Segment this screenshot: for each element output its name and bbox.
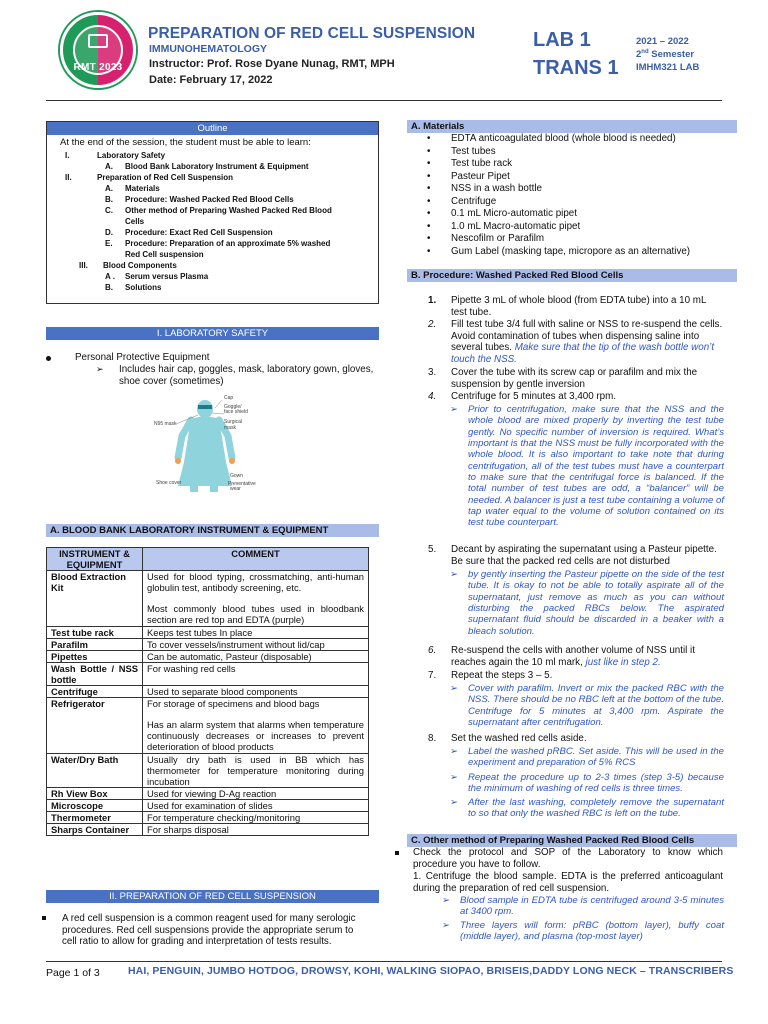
school-year: 2021 – 2022 [636, 36, 689, 47]
instrument-name: Parafilm [47, 638, 143, 650]
outline-heading: Outline [47, 122, 378, 135]
list-item: • Gum Label (masking tape, micropore as an alternative) [427, 245, 691, 257]
materials-list [428, 133, 734, 258]
instrument-comment: For storage of specimens and blood bags Has an alarm system that alarms when temperature continuously decreases or increases to prevent deterioration of blood products [143, 698, 369, 753]
semester: 2nd Semester [636, 49, 695, 61]
list-item: • Test tube rack [427, 158, 512, 170]
outline-item: III. Blood Components [79, 261, 177, 271]
instrument-name: Centrifuge [47, 686, 143, 698]
instrument-name: Pipettes [47, 650, 143, 662]
procedure-note: ➢ After the last washing, completely remove the supernatant to so that only the washed RBC is left on the tube. [450, 797, 724, 820]
bullet-icon [46, 356, 51, 361]
table-row [47, 698, 369, 753]
ppe-line-1: Includes hair cap, goggles, mask, laboratory gown, gloves, [119, 364, 374, 375]
instrument-table [46, 547, 369, 836]
header-divider [46, 100, 722, 101]
outline-list [47, 151, 378, 294]
instrument-comment: Used for examination of slides [143, 799, 369, 811]
table-row [47, 753, 369, 787]
list-item: • Centrifuge [427, 195, 497, 207]
outline-item: Red Cell suspension [125, 250, 204, 260]
table-row [47, 787, 369, 799]
figure-label: Surgical mask [224, 419, 243, 431]
instrument-comment: Used for blood typing, crossmatching, anti-human globulin test, antibody screening, etc. Most commonly blood tubes used in bloodbank section are red top and EDTA (purple) [143, 571, 369, 626]
ppe-line-2: shoe cover (sometimes) [119, 376, 224, 387]
instrument-comment: Usually dry bath is used in BB which has thermometer for temperature monitoring during incubation [143, 753, 369, 787]
section-bar-other-method: C. Other method of Preparing Washed Packed Red Blood Cells [407, 834, 737, 847]
transcribers: HAI, PENGUIN, JUMBO HOTDOG, DROWSY, KOHI, WALKING SIOPAO, BRISEIS,DADDY LONG NECK – TRANSCRIBERS [128, 965, 734, 977]
table-row [47, 638, 369, 650]
outline-item: C. Other method of Preparing Washed Packed Red Blood [105, 206, 332, 216]
procedure-note: ➢ Cover with parafilm. Invert or mix the packed RBC with the NSS. There should be no RBC left at the bottom of the tube. Centrifuge for 5 minutes at 3,400 rpm. Aspirate the supernatant after centrifugation. [450, 683, 724, 728]
figure-label: Shoe cover [156, 480, 182, 486]
other-step-1: 1. Centrifuge the blood sample. EDTA is the preferred anticoagulant during the preparation of red cell suspension. [413, 871, 723, 894]
outline-item: I. Laboratory Safety [65, 151, 166, 161]
table-row [47, 571, 369, 626]
instrument-comment: Can be automatic, Pasteur (disposable) [143, 650, 369, 662]
procedure-step: 2. Fill test tube 3/4 full with saline or NSS to re-suspend the cells. Avoid contamination of tubes when dispensing saline into several tubes. Make sure that the tip of the wash bottle won’t touch the NSS. [428, 319, 723, 365]
procedure-step: 5. Decant by aspirating the supernatant using a Pasteur pipette. Be sure that the packed red cells are not disturbed [428, 544, 717, 567]
instructor: Instructor: Prof. Rose Dyane Nunag, RMT, MPH [149, 58, 395, 70]
outline-item: A. Materials [105, 184, 160, 194]
table-row [47, 626, 369, 638]
list-item: • NSS in a wash bottle [427, 183, 542, 195]
instrument-name: Test tube rack [47, 626, 143, 638]
trans-number: TRANS 1 [533, 57, 619, 79]
list-item: • 1.0 mL Macro-automatic pipet [427, 220, 581, 232]
lecture-date: Date: February 17, 2022 [149, 74, 273, 86]
table-header-row [47, 548, 369, 571]
logo [60, 12, 136, 88]
procedure-step: 4. Centrifuge for 5 minutes at 3,400 rpm. [428, 391, 616, 402]
logo-text: RMT 2023 [73, 62, 123, 73]
figure-label: Goggle/ [224, 404, 242, 410]
procedure-step: 3. Cover the tube with its screw cap or parafilm and mix the suspension by gentle inversion [428, 367, 698, 390]
procedure-note: ➢ by gently inserting the Pasteur pipette on the side of the test tube. It is okay to not be able to totally aspirate all of the supernatant, just remove as much as you can without disturbing the packed RBCs below. The aspirated supernatant fluid should be discarded in a beaker with a bleach solution. [450, 569, 724, 637]
outline-intro: At the end of the session, the student must be able to learn: [60, 137, 311, 149]
figure-label: Gown [230, 473, 244, 479]
figure-label: Preventative [228, 481, 256, 487]
procedure-note: ➢ Repeat the procedure up to 2-3 times (step 3-5) because the minimum of washing of red cells is three times. [450, 772, 724, 795]
instrument-name: Water/Dry Bath [47, 753, 143, 787]
instrument-name: Sharps Container [47, 824, 143, 836]
section-bar-laboratory-safety: I. LABORATORY SAFETY [46, 327, 379, 340]
list-item: • EDTA anticoagulated blood (whole blood is needed) [427, 133, 676, 144]
outline-item: Cells [125, 217, 145, 227]
outline-item: E. Procedure: Preparation of an approximate 5% washed [105, 239, 331, 249]
procedure-step: 7. Repeat the steps 3 – 5. [428, 670, 553, 681]
page-number: Page 1 of 3 [46, 967, 100, 979]
table-row [47, 662, 369, 685]
document-title: PREPARATION OF RED CELL SUSPENSION [148, 25, 476, 42]
column-header-comment: COMMENT [143, 548, 369, 571]
square-bullet-icon [395, 851, 399, 855]
instrument-name: Thermometer [47, 811, 143, 823]
procedure-step: 6. Re-suspend the cells with another volume of NSS until it reaches again the 10 ml mark, just like in step 2. [428, 645, 695, 668]
column-header-instrument: INSTRUMENT & EQUIPMENT [47, 548, 143, 571]
figure-label: wear [230, 486, 241, 492]
table-row [47, 686, 369, 698]
outline-item: II. Preparation of Red Cell Suspension [65, 173, 234, 183]
outline-item: A. Blood Bank Laboratory Instrument & Equipment [105, 162, 309, 172]
instrument-comment: For temperature checking/monitoring [143, 811, 369, 823]
instrument-name: Microscope [47, 799, 143, 811]
other-note: ➢ Blood sample in EDTA tube is centrifuged around 3-5 minutes at 3400 rpm. [442, 895, 724, 918]
instrument-comment: Keeps test tubes In place [143, 626, 369, 638]
ppe-heading: Personal Protective Equipment [75, 352, 210, 363]
figure-label: N95 mask [154, 421, 177, 427]
procedure-note: ➢ Label the washed pRBC. Set aside. This will be used in the experiment and preparation of 5% RCS [450, 746, 724, 769]
instrument-comment: Used for viewing D-Ag reaction [143, 787, 369, 799]
figure-label: Cap [224, 395, 234, 401]
instrument-name: Blood Extraction Kit [47, 571, 143, 626]
footer-divider [46, 961, 722, 962]
instrument-comment: For washing red cells [143, 662, 369, 685]
section-bar-procedure: B. Procedure: Washed Packed Red Blood Cells [407, 269, 737, 282]
instrument-name: Wash Bottle / NSS bottle [47, 662, 143, 685]
procedure-step: 8. Set the washed red cells aside. [428, 733, 587, 744]
figure-label: face shield [224, 409, 248, 415]
procedure-step: 1. Pipette 3 mL of whole blood (from EDTA tube) into a 10 mL test tube. [428, 295, 707, 318]
square-bullet-icon [42, 916, 46, 920]
subject: IMMUNOHEMATOLOGY [149, 43, 268, 55]
instrument-comment: For sharps disposal [143, 824, 369, 836]
outline-item: A . Serum versus Plasma [105, 272, 209, 282]
list-item: • Pasteur Pipet [427, 170, 510, 182]
section-bar-instruments: A. BLOOD BANK LABORATORY INSTRUMENT & EQUIPMENT [46, 524, 379, 537]
list-item: • Nescofilm or Parafilm [427, 233, 545, 245]
instrument-comment: To cover vessels/instrument without lid/cap [143, 638, 369, 650]
list-item: • Test tubes [427, 145, 496, 157]
course-code: IMHM321 LAB [636, 62, 700, 73]
table-row [47, 799, 369, 811]
instrument-name: Rh View Box [47, 787, 143, 799]
table-row [47, 811, 369, 823]
instrument-name: Refrigerator [47, 698, 143, 753]
outline-item: B. Solutions [105, 283, 162, 293]
section-bar-materials: A. Materials [407, 120, 737, 133]
other-intro: Check the protocol and SOP of the Laboratory to know which procedure you have to follow. [413, 847, 723, 870]
outline-box [46, 121, 379, 304]
instrument-comment: Used to separate blood components [143, 686, 369, 698]
table-row [47, 824, 369, 836]
arrow-bullet-icon: ➢ [96, 364, 104, 374]
outline-item: D. Procedure: Exact Red Cell Suspension [105, 228, 273, 238]
other-note: ➢ Three layers will form: pRBC (bottom layer), buffy coat (middle layer), and plasma (top-most layer) [442, 920, 724, 943]
prep-description: A red cell suspension is a common reagent used for many serologic procedures. Red cell suspensions provide the appropriate serum to cell ratio to allow for grading and interpretation of tests results. [62, 913, 356, 948]
logo-emblem-icon [88, 34, 108, 48]
section-bar-preparation: II. PREPARATION OF RED CELL SUSPENSION [46, 890, 379, 903]
outline-item: B. Procedure: Washed Packed Red Blood Cells [105, 195, 294, 205]
procedure-note: ➢ Prior to centrifugation, make sure that the NSS and the whole blood are mixed properly by inverting the test tube gently. No specific number of inversion is required. What’s important is that the NSS must be fully incorporated with the whole blood. It is also important to take note that during centrifugation, all of the test tubes must have a counterpart to make sure that the centrifugal force is balanced. If the total number of test tubes are odd, a “balancer” will be needed. A balancer is just a test tube containing a volume of tap water equal to the volume of solution contained on its test tube counterpart. [450, 404, 724, 529]
list-item: • 0.1 mL Micro-automatic pipet [427, 208, 577, 220]
ppe-figure [148, 392, 256, 496]
lab-number: LAB 1 [533, 29, 591, 51]
table-row [47, 650, 369, 662]
